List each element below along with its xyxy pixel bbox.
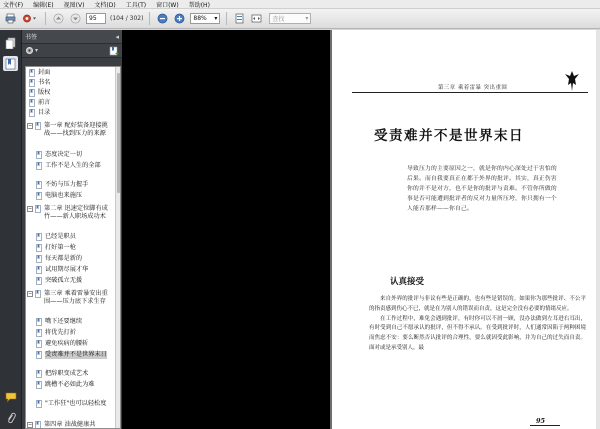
bookmark-item[interactable] [36,255,110,263]
bookmark-label: 跳槽不必如此为难 [45,381,95,388]
section-heading: 认真接受 [390,277,425,287]
options-button[interactable] [25,46,38,55]
bookmark-label: 每天都是新的 [45,255,83,262]
body-text [369,295,586,354]
bookmark-label: 不妨与压力握手 [45,181,89,188]
bookmark-item[interactable] [36,181,110,189]
bookmark-icon [35,122,41,130]
bookmark-icon [36,233,42,241]
toolbar-separator [149,12,150,25]
bookmark-icon [35,421,41,429]
bookmark-icon [29,109,35,117]
bookmark-icon [36,192,42,200]
menu-tools[interactable]: 工具(T) [125,1,147,9]
paragraph: 来自外界的批评与非议有些是正确的，也有些是错误的。如果你为那些批评、不公平的指责感到伤心不已，就是在为别人的错误而自责，这是完全没有必要的情绪反应。 [369,296,586,312]
bookmark-icon [36,244,42,252]
bookmark-icon [29,89,35,97]
bookmarks-panel-title: 书签 [25,34,38,41]
navigation-strip [0,30,22,429]
previous-page [122,30,330,429]
bookmark-item[interactable] [36,340,110,348]
bookmark-label: 封面 [38,69,51,76]
bookmark-icon [36,151,42,159]
fit-page-button[interactable] [233,12,246,25]
bookmark-item[interactable] [36,151,110,159]
page-number-value: 95 [89,15,97,22]
toolbar-separator [45,12,46,25]
menu-file[interactable]: 文件(F) [3,1,24,9]
bookmarks-panel-button[interactable] [3,56,18,71]
search-placeholder: 查找 [272,16,285,23]
document-area[interactable] [122,30,600,429]
bookmark-label: 将优先打折 [45,329,76,336]
bookmark-item[interactable] [36,351,110,359]
zoom-in-button[interactable] [173,12,186,25]
collapse-toggle-icon[interactable]: − [28,123,33,129]
new-bookmark-button[interactable] [109,46,119,56]
zoom-select[interactable] [190,13,220,24]
bookmark-label: 把辞职变成艺术 [45,370,89,377]
bookmark-label: 书名 [38,79,51,86]
bookmark-item[interactable] [36,381,110,389]
zoom-out-button[interactable] [156,12,169,25]
bookmark-icon [29,79,35,87]
bookmark-icon [29,99,35,107]
bookmark-label: 第四章 油战健康共 [44,421,96,428]
bookmark-label: 避免疾病的腰斩 [45,340,89,347]
bookmark-label: 嘴下还要继续 [45,318,83,325]
panel-menu-button[interactable]: ◂ [115,32,119,41]
collapse-toggle-icon[interactable]: − [28,422,33,428]
bookmark-icon [35,205,41,213]
bookmarks-toolbar [22,44,122,58]
bookmark-label: 第二章 迅速定位脚有成竹——新人职场成功术 [44,205,108,220]
bookmark-icon [36,181,42,189]
gear-icon [25,46,34,55]
current-page [332,30,600,429]
footer-rule [530,425,560,426]
bookmark-chapter[interactable] [27,205,113,220]
bookmark-label: 版权 [38,89,51,96]
scrollbar-thumb[interactable] [117,73,120,193]
bookmark-icon [36,277,42,285]
print-icon [5,13,16,24]
comments-panel-button[interactable] [3,390,18,405]
zoom-out-icon [157,13,168,24]
menu-window[interactable]: 窗口(W) [156,1,179,9]
zoom-in-icon [174,13,185,24]
settings-button[interactable] [21,12,39,25]
bookmark-icon [36,340,42,348]
bookmark-icon [35,290,41,298]
running-head: 第三章 乘着雷暴 突出重围 [438,85,508,91]
toolbar-separator [226,12,227,25]
bookmark-item[interactable] [36,244,110,252]
bookmark-chapter[interactable] [27,122,113,137]
menu-view[interactable]: 视图(V) [63,1,85,9]
page-number-input[interactable] [86,13,106,24]
bookmark-item[interactable] [36,233,110,241]
page-number: 95 [536,417,546,425]
bookmark-icon [36,400,42,408]
pages-panel-button[interactable] [3,35,18,50]
bookmark-item[interactable] [36,318,110,326]
chevron-down-icon: ▾ [35,47,39,54]
next-page-button[interactable] [69,12,82,25]
bookmark-icon [36,351,42,359]
comment-icon [5,392,17,403]
new-bookmark-icon [109,46,119,56]
bookmark-icon [36,255,42,263]
arrow-down-icon [70,13,81,24]
chevron-down-icon: ▾ [305,15,309,22]
bookmark-item[interactable] [29,109,109,117]
bookmark-icon [36,162,42,170]
bookmark-icon [36,318,42,326]
bookmark-chapter[interactable] [27,290,113,305]
bookmark-icon [36,266,42,274]
print-button[interactable] [4,12,17,25]
paperclip-icon [6,412,16,424]
fit-width-icon [251,13,262,24]
collapse-toggle-icon[interactable]: − [28,206,33,212]
bookmark-label: 工作不是人生的全部 [45,162,101,169]
bookmark-label: 态度决定一切 [45,151,83,158]
bookmark-label: 前言 [38,99,51,106]
bookmark-label: 试用期尽展才华 [45,266,89,273]
arrow-up-icon [53,13,64,24]
fit-width-button[interactable] [250,12,263,25]
menu-edit[interactable]: 编辑(E) [33,1,54,9]
bookmark-tree-scrollbar[interactable] [115,67,120,428]
bookmark-icon [36,370,42,378]
bookmarks-panel-header [22,30,122,44]
bookmark-item[interactable] [29,69,109,77]
page-total-label: (104 / 302) [110,15,144,22]
bookmark-icon [29,69,35,77]
bookmark-chapter[interactable] [27,421,113,429]
bookmark-icon [36,329,42,337]
bookmark-item[interactable] [29,99,109,107]
fit-page-icon [234,13,245,24]
bookmark-item[interactable] [29,79,109,87]
document-scrollbar[interactable] [596,30,600,429]
bookmark-label: 打好第一枪 [45,244,76,251]
bookmark-label: 电脑也来施压 [45,192,83,199]
attachments-panel-button[interactable] [3,410,18,425]
bookmark-item[interactable] [36,370,110,378]
chapter-title: 受责难并不是世界末日 [374,128,524,144]
bookmark-item[interactable] [29,89,109,97]
gear-icon [22,13,38,24]
menubar [0,0,600,9]
bookmark-tree [25,66,121,429]
collapse-toggle-icon[interactable]: − [28,291,33,297]
header-rule [352,92,588,93]
bookmark-icon [36,381,42,389]
bookmark-item[interactable] [36,162,110,170]
bookmark-item[interactable] [36,400,110,408]
bookmark-label: 突破孤立无援 [45,277,83,284]
pages-icon [5,37,16,49]
chevron-down-icon: ▾ [214,15,218,22]
bookmark-icon [5,58,16,70]
bookmarks-panel [22,30,122,429]
bookmark-label: "工作狂"也可以轻松度 [45,400,107,407]
bookmark-label: 第一章 配好装备迎接挑战——找到压力的来源 [44,122,108,137]
previous-page-button[interactable] [52,12,65,25]
search-input[interactable] [269,13,311,24]
bookmark-item[interactable] [36,277,110,285]
bird-ornament [564,70,580,92]
zoom-value: 88% [193,15,207,22]
menu-document[interactable]: 文档(D) [94,1,116,9]
epigraph: 导致压力的主要原因之一，就是你的内心深处过于害怕的后果。而自我要真正在都于外界的批评。其实，真正伤害你的并不是对方，也不是你的批评与责难。不管你所做的事是否可能遭到批评者的反对力量所压垮，你只拥有一个人能否那样——你自己。 [407,166,557,212]
paragraph: 在工作过程中，难免会遇到批评，有时你可以不屑一顾，没办法做到左耳进右耳出，有时受到自己不愿承认的批评，但不得不承认。在受到批评时，人们通常因陷于两种困境而焦虑不安：要么断然否认批评的合理性，要么就因受此影响，并为自己的过失而自责。面对或是承受别人，最 [369,315,586,351]
toolbar [0,9,600,29]
bookmark-label: 受责难并不是世界末日 [45,351,107,358]
bookmark-item[interactable] [36,329,110,337]
bookmark-label: 已经是职员 [45,233,76,240]
bookmark-label: 第三章 乘着雷暴安出重围——压力底下求生存 [44,290,108,305]
bookmark-item[interactable] [36,192,110,200]
bookmark-label: 目录 [38,109,51,116]
bookmark-item[interactable] [36,266,110,274]
menu-help[interactable]: 帮助(H) [188,1,210,9]
